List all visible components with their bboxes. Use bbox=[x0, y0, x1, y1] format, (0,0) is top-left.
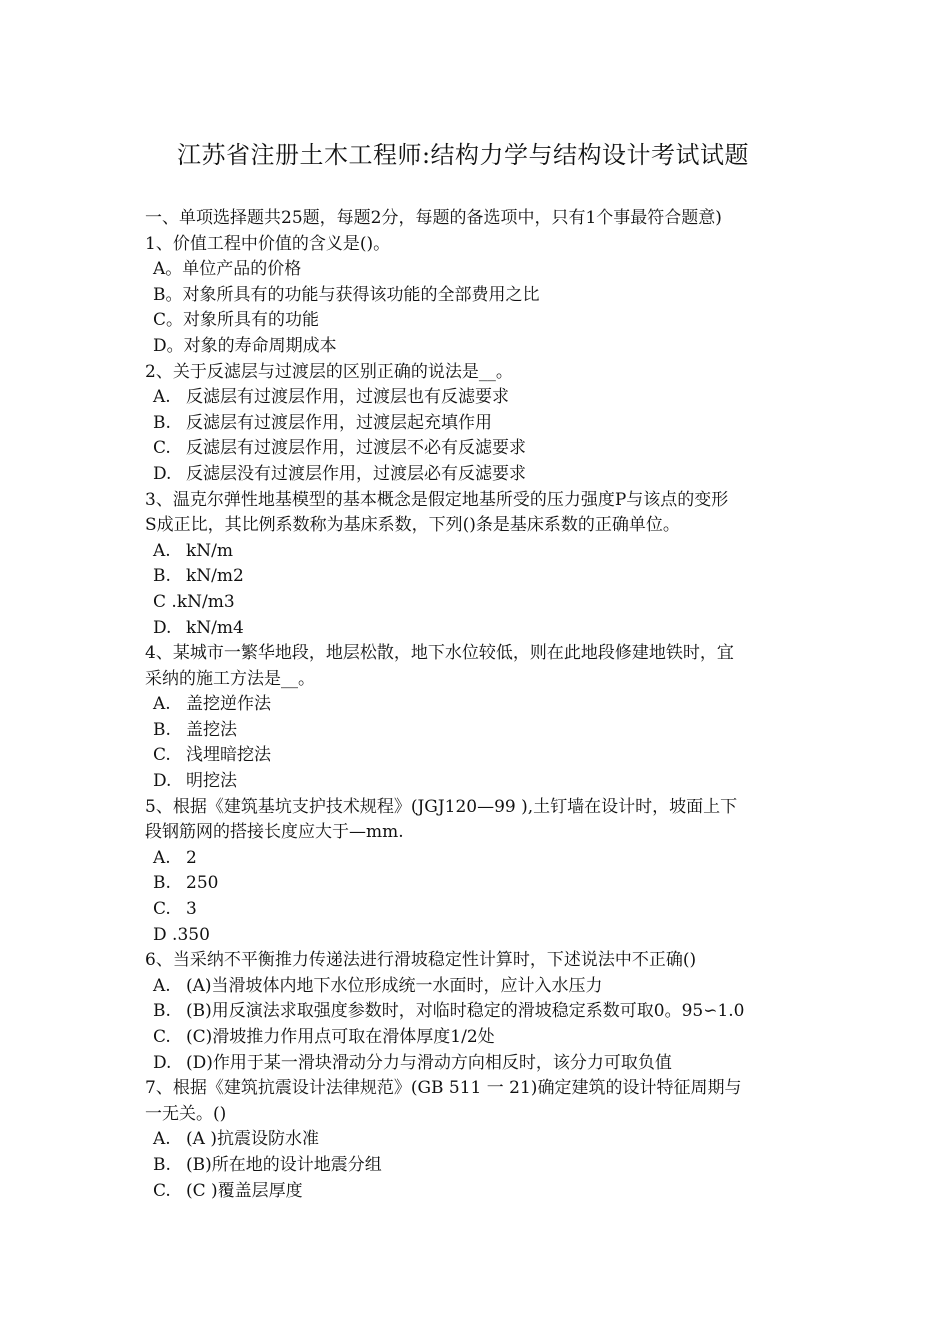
answer-option bbox=[145, 871, 935, 897]
answer-option bbox=[145, 411, 935, 437]
option-label: D. bbox=[153, 1052, 172, 1073]
option-label: B. bbox=[153, 719, 171, 740]
answer-option bbox=[145, 385, 935, 411]
question-stem: 段钢筋网的搭接长度应大于—mm. bbox=[145, 822, 404, 843]
option-label: A. bbox=[153, 387, 171, 408]
answer-option bbox=[145, 1025, 935, 1051]
option-text: C。对象所具有的功能 bbox=[153, 310, 320, 331]
option-label: A. bbox=[153, 1129, 171, 1150]
option-text: (C)滑坡推力作用点可取在滑体厚度1/2处 bbox=[186, 1027, 495, 1047]
option-text: (B)所在地的设计地震分组 bbox=[186, 1154, 382, 1175]
option-text: D。对象的寿命周期成本 bbox=[153, 335, 337, 356]
answer-option bbox=[145, 999, 935, 1025]
option-text: B。对象所具有的功能与获得该功能的全部费用之比 bbox=[153, 284, 540, 305]
option-text: 3 bbox=[186, 899, 197, 920]
answer-option bbox=[145, 462, 935, 488]
option-label: A. bbox=[153, 694, 171, 715]
option-label: A. bbox=[153, 975, 171, 996]
option-text: 明挖法 bbox=[186, 771, 237, 792]
option-label: B. bbox=[153, 873, 171, 894]
question-stem: 7、根据《建筑抗震设计法律规范》(GB 511 一 21)确定建筑的设计特征周期与 bbox=[145, 1078, 742, 1099]
answer-option bbox=[145, 1153, 935, 1179]
option-text: kN/m4 bbox=[186, 617, 244, 638]
option-text: (A)当滑坡体内地下水位形成统一水面时，应计入水压力 bbox=[186, 975, 603, 996]
answer-option bbox=[145, 283, 935, 309]
question-stem: 5、根据《建筑基坑支护技术规程》(JGJ120—99 ),土钉墙在设计时，坡面上下 bbox=[145, 796, 738, 817]
option-label: D. bbox=[153, 617, 172, 638]
question-stem: 3、温克尔弹性地基模型的基本概念是假定地基所受的压力强度P与该点的变形 bbox=[145, 489, 729, 510]
option-text: (B)用反演法求取强度参数时，对临时稳定的滑坡稳定系数可取0。95∽1.0 bbox=[186, 1001, 745, 1022]
question-stem: 一无关。() bbox=[145, 1103, 227, 1124]
option-text: 反滤层没有过渡层作用，过渡层必有反滤要求 bbox=[186, 463, 526, 484]
option-label: C. bbox=[153, 899, 171, 920]
answer-option bbox=[145, 923, 935, 949]
question-stem: 采纳的施工方法是__。 bbox=[145, 668, 315, 689]
option-label: D. bbox=[153, 463, 172, 484]
answer-option bbox=[145, 692, 935, 718]
option-text: 250 bbox=[186, 873, 219, 894]
option-label: B. bbox=[153, 1001, 171, 1022]
answer-option bbox=[145, 897, 935, 923]
option-label: D. bbox=[153, 771, 172, 792]
option-text: 盖挖逆作法 bbox=[186, 694, 271, 715]
answer-option bbox=[145, 308, 935, 334]
question-stem: 6、当采纳不平衡推力传递法进行滑坡稳定性计算时，下述说法中不正确() bbox=[145, 950, 697, 971]
answer-option bbox=[145, 974, 935, 1000]
answer-option bbox=[145, 334, 935, 360]
question-list bbox=[145, 206, 935, 1204]
option-text: 2 bbox=[186, 847, 197, 868]
option-label: C. bbox=[153, 438, 171, 459]
option-text: 反滤层有过渡层作用，过渡层起充填作用 bbox=[186, 412, 492, 433]
answer-option bbox=[145, 590, 935, 616]
option-text: kN/m2 bbox=[186, 566, 244, 587]
page-title: 江苏省注册土木工程师:结构力学与结构设计考试试题 bbox=[176, 141, 750, 169]
option-label: C. bbox=[153, 1180, 171, 1201]
option-text: D .350 bbox=[153, 924, 210, 945]
option-label: C. bbox=[153, 1027, 171, 1047]
option-text: (D)作用于某一滑块滑动分力与滑动方向相反时，该分力可取负值 bbox=[186, 1052, 672, 1073]
answer-option bbox=[145, 1127, 935, 1153]
question-stem: S成正比，其比例系数称为基床系数，下列()条是基床系数的正确单位。 bbox=[145, 515, 680, 536]
option-label: C. bbox=[153, 745, 171, 766]
answer-option bbox=[145, 436, 935, 462]
option-label: B. bbox=[153, 1154, 171, 1175]
answer-option bbox=[145, 564, 935, 590]
option-text: (C )覆盖层厚度 bbox=[186, 1180, 303, 1201]
answer-option bbox=[145, 1051, 935, 1077]
option-label: A. bbox=[153, 540, 171, 561]
option-label: B. bbox=[153, 566, 171, 587]
option-text: (A )抗震设防水准 bbox=[186, 1129, 319, 1150]
answer-option bbox=[145, 769, 935, 795]
answer-option bbox=[145, 616, 935, 642]
option-text: 浅埋暗挖法 bbox=[186, 745, 271, 766]
option-label: A. bbox=[153, 847, 171, 868]
option-text: 盖挖法 bbox=[186, 719, 237, 740]
answer-option bbox=[145, 743, 935, 769]
option-text: C .kN/m3 bbox=[153, 591, 235, 612]
question-stem: 1、价值工程中价值的含义是()。 bbox=[145, 233, 391, 254]
option-text: A。单位产品的价格 bbox=[153, 259, 302, 280]
option-text: 反滤层有过渡层作用，过渡层不必有反滤要求 bbox=[186, 438, 526, 459]
question-stem: 4、某城市一繁华地段，地层松散，地下水位较低，则在此地段修建地铁时，宜 bbox=[145, 643, 734, 664]
answer-option bbox=[145, 718, 935, 744]
answer-option bbox=[145, 539, 935, 565]
answer-option bbox=[145, 1179, 935, 1205]
answer-option bbox=[145, 846, 935, 872]
section-heading: 一、单项选择题共25题，每题2分，每题的备选项中，只有1个事最符合题意) bbox=[145, 208, 722, 228]
option-label: B. bbox=[153, 412, 171, 433]
answer-option bbox=[145, 257, 935, 283]
question-stem: 2、关于反滤层与过渡层的区别正确的说法是__。 bbox=[145, 361, 513, 382]
option-text: 反滤层有过渡层作用，过渡层也有反滤要求 bbox=[186, 387, 509, 408]
option-text: kN/m bbox=[186, 540, 234, 561]
